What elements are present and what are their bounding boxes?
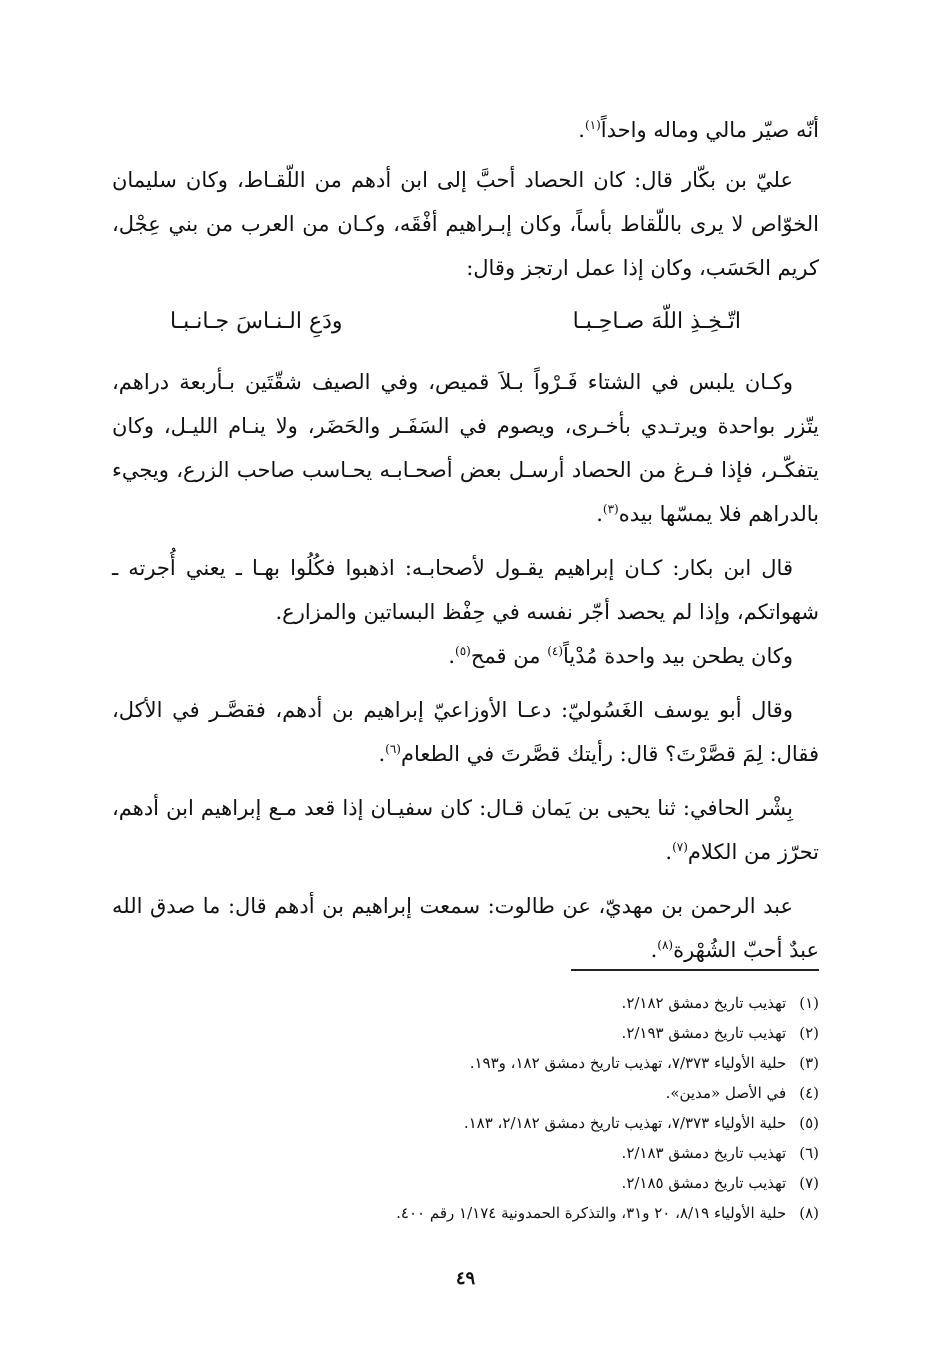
paragraph-text: وقال أبو يوسف الغَسُوليّ: دعـا الأوزاعيّ إبراهيم بن أدهم، فقصَّـر في الأكل، فقال: لِمَ قصَّرْتَ؟ قال: رأيتك قصَّرتَ في الطعام xyxy=(112,698,819,766)
footnote-item xyxy=(112,1018,819,1048)
paragraph-text: وكان يطحن بيد واحدة مُدْياً xyxy=(563,644,793,668)
paragraph-2 xyxy=(112,158,819,290)
text-block-top xyxy=(112,108,819,290)
paragraph-6: وقال أبو يوسف الغَسُوليّ: دعـا الأوزاعيّ إبراهيم بن أدهم، فقصَّـر في الأكل، فقال: لِمَ قصَّرْتَ؟ قال: رأيتك قصَّرتَ في الطعام$^{(٦)}$. xyxy=(112,698,819,766)
footnote-text: تهذيب تاريخ دمشق ٢/١٨٣. xyxy=(621,1144,787,1162)
footnote-ref: (٧) xyxy=(672,840,688,854)
footnote-number: (٦) xyxy=(799,1144,819,1162)
footnote-number: (٧) xyxy=(799,1174,819,1192)
footnote-separator xyxy=(571,969,819,971)
footnote-text: في الأصل «مدين». xyxy=(665,1084,787,1102)
footnote-number: (٨) xyxy=(799,1204,819,1222)
paragraph-5: وكان يطحن بيد واحدة مُدْياً$^{(٤)}$ من قمح$^{(٥)}$. xyxy=(448,644,793,668)
verse-line xyxy=(170,300,741,344)
footnote-item xyxy=(112,1168,819,1198)
footnote-ref: (٦) xyxy=(385,742,401,756)
footnote-text: حلية الأولياء ٧/٣٧٣، تهذيب تاريخ دمشق ٢/١٨٢، ١٨٣. xyxy=(463,1114,787,1132)
footnote-text: تهذيب تاريخ دمشق ٢/١٩٣. xyxy=(621,1024,787,1042)
paragraph-text: عبد الرحمن بن مهديّ، عن طالوت: سمعت إبراهيم بن أدهم قال: ما صدق الله عبدٌ أحبّ الشُهْرة xyxy=(112,894,819,962)
verse-hemistich-right: اتّـخِـذِ اللّهَ صـاحِـبـا xyxy=(572,309,741,334)
verse-hemistich-left: ودَعِ الـنـاسَ جـانـبـا xyxy=(170,309,343,334)
paragraph-4 xyxy=(112,546,819,634)
footnote-number: (٤) xyxy=(799,1084,819,1102)
footnote-ref: (٣) xyxy=(602,502,619,516)
paragraph-8: عبد الرحمن بن مهديّ، عن طالوت: سمعت إبراهيم بن أدهم قال: ما صدق الله عبدٌ أحبّ الشُهْرة$^{(٨)}$. xyxy=(112,894,819,962)
paragraph-text: أنّه صيّر مالي وماله واحداً xyxy=(600,118,819,142)
footnote-number: (١) xyxy=(799,994,819,1012)
footnote-number: (٢) xyxy=(799,1024,819,1042)
footnote-ref: (٨) xyxy=(657,938,674,952)
footnote-text: تهذيب تاريخ دمشق ٢/١٨٢. xyxy=(621,994,787,1012)
paragraph-text: وكـان يلبس في الشتاء فَـرْواً بـلاَ قميص، وفي الصيف شقّتَين بـأربعة دراهم، يتّزر بواحدة ويرتـدي بأخـرى، ويصوم في السَفَـر والحَضَر، ولا ينـام الليـل، وكان يتفكّـر، فإذا فـرغ من الحصاد أرسـل بعض أصحـابـه يحـاسب صاحب الزرع، ويجيء بالدراهم فلا يمسّها بيده xyxy=(112,370,820,526)
footnote-item xyxy=(112,988,819,1018)
footnote-item xyxy=(112,1198,819,1228)
footnote-item xyxy=(112,1048,819,1078)
paragraph-text: عليّ بن بكّار قال: كان الحصاد أحبَّ إلى ابن أدهم من اللّقـاط، وكان سليمان الخوّاص لا يرى باللّقاط بأساً، وكان إبـراهيم أفْقَه، وكـان من العرب من بني عِجْل، كريم الحَسَب، وكان إذا عمل ارتجز وقال: xyxy=(112,168,819,280)
footnote-item xyxy=(112,1078,819,1108)
footnote-item xyxy=(112,1108,819,1138)
footnote-number: (٥) xyxy=(799,1114,819,1132)
footnote-text: حلية الأولياء ٧/٣٧٣، تهذيب تاريخ دمشق ١٨٢، و١٩٣. xyxy=(469,1054,787,1072)
paragraph-3: وكـان يلبس في الشتاء فَـرْواً بـلاَ قميص، وفي الصيف شقّتَين بـأربعة دراهم، يتّزر بواحدة ويرتـدي بأخـرى، ويصوم في السَفَـر والحَضَر، ولا ينـام الليـل، وكان يتفكّـر، فإذا فـرغ من الحصاد أرسـل بعض أصحـابـه يحـاسب صاحب الزرع، ويجيء بالدراهم فلا يمسّها بيده$^{(٣)}$. xyxy=(112,370,820,526)
footnote-ref: (١) xyxy=(584,118,601,132)
footnote-item xyxy=(112,1138,819,1168)
footnote-text: تهذيب تاريخ دمشق ٢/١٨٥. xyxy=(621,1174,787,1192)
footnote-ref: (٤) xyxy=(547,644,564,658)
paragraph-7: بِشْر الحافي: ثنا يحيى بن يَمان قـال: كان سفيـان إذا قعد مـع إبراهيم ابن أدهم، تحرّز من الكلام$^{(٧)}$. xyxy=(112,796,819,864)
paragraph-text: بِشْر الحافي: ثنا يحيى بن يَمان قـال: كان سفيـان إذا قعد مـع إبراهيم ابن أدهم، تحرّز من الكلام xyxy=(112,796,819,864)
page-number: ٤٩ xyxy=(455,1268,476,1289)
text-block-main xyxy=(112,360,819,972)
footnotes xyxy=(112,988,819,1228)
paragraph-text: قال ابن بكار: كـان إبراهيم يقـول لأصحابـه: اذهبوا فكُلُوا بهـا ـ يعني أُجرته ـ شهواتكم، وإذا لم يحصد أجّر نفسه في حِفْظ البساتين والمزارع. xyxy=(112,556,819,624)
footnote-text: حلية الأولياء ٨/١٩، ٢٠ و٣١، والتذكرة الحمدونية ١/١٧٤ رقم ٤٠٠. xyxy=(396,1204,787,1222)
paragraph-1: أنّه صيّر مالي وماله واحداً$^{(١)}$. xyxy=(578,118,819,142)
footnote-ref: (٥) xyxy=(455,644,471,658)
footnote-number: (٣) xyxy=(799,1054,819,1072)
